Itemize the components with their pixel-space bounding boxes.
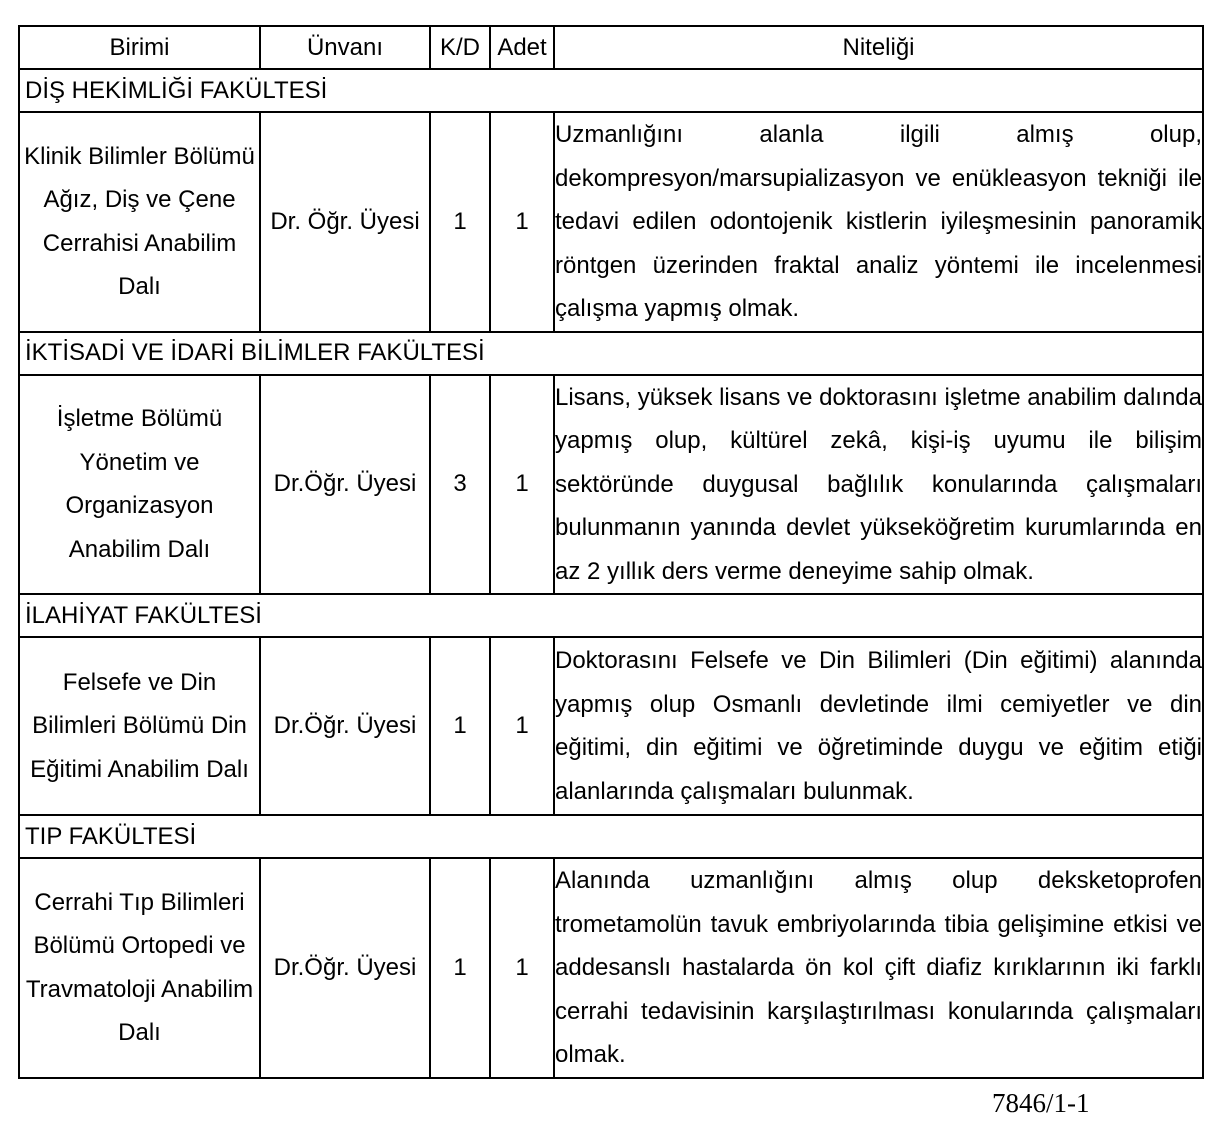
qualification-cell: Lisans, yüksek lisans ve doktorasını işletme anabilim dalında yapmış olup, kültürel zekâ, kişi-iş uyumu ile bilişim sektöründe duygusal bağlılık konularında çalışmaları bulunmanın yanında devlet yükseköğretim kurumlarında en az 2 yıllık ders verme deneyime sahip olmak. xyxy=(554,375,1203,595)
count-cell: 1 xyxy=(490,112,554,332)
header-kd: K/D xyxy=(430,26,490,69)
kd-cell: 1 xyxy=(430,112,490,332)
table-row xyxy=(19,112,1203,332)
header-qualification: Niteliği xyxy=(554,26,1203,69)
kd-cell: 1 xyxy=(430,858,490,1078)
faculty-name: İLAHİYAT FAKÜLTESİ xyxy=(19,594,1203,637)
faculty-row xyxy=(19,69,1203,112)
table-row xyxy=(19,637,1203,815)
title-cell: Dr.Öğr. Üyesi xyxy=(260,637,430,815)
qualification-cell: Alanında uzmanlığını almış olup deksketoprofen trometamolün tavuk embriyolarında tibia gelişimine etkisi ve addesanslı hastalarda ön kol çift diafiz kırıklarının iki farklı cerrahi tedavisinin karşılaştırılması konularında çalışmaları olmak. xyxy=(554,858,1203,1078)
header-count: Adet xyxy=(490,26,554,69)
unit-cell: Cerrahi Tıp Bilimleri Bölümü Ortopedi ve Travmatoloji Anabilim Dalı xyxy=(19,858,260,1078)
count-cell: 1 xyxy=(490,858,554,1078)
table-row xyxy=(19,375,1203,595)
unit-cell: İşletme Bölümü Yönetim ve Organizasyon Anabilim Dalı xyxy=(19,375,260,595)
unit-cell: Felsefe ve Din Bilimleri Bölümü Din Eğitimi Anabilim Dalı xyxy=(19,637,260,815)
faculty-row xyxy=(19,332,1203,375)
positions-table xyxy=(18,25,1204,1079)
title-cell: Dr.Öğr. Üyesi xyxy=(260,375,430,595)
unit-cell: Klinik Bilimler Bölümü Ağız, Diş ve Çene Cerrahisi Anabilim Dalı xyxy=(19,112,260,332)
count-cell: 1 xyxy=(490,375,554,595)
qualification-cell: Doktorasını Felsefe ve Din Bilimleri (Din eğitimi) alanında yapmış olup Osmanlı devletinde ilmi cemiyetler ve din eğitimi, din eğitimi ve öğretiminde duygu ve eğitim etiği alanlarında çalışmaları bulunmak. xyxy=(554,637,1203,815)
qualification-cell: Uzmanlığını alanla ilgili almış olup, dekompresyon/marsupializasyon ve enükleasyon tekniği ile tedavi edilen odontojenik kistlerin iyileşmesinin panoramik röntgen üzerinden fraktal analiz yöntemi ile incelenmesi çalışma yapmış olmak. xyxy=(554,112,1203,332)
kd-cell: 1 xyxy=(430,637,490,815)
header-row xyxy=(19,26,1203,69)
header-unit: Birimi xyxy=(19,26,260,69)
faculty-name: DİŞ HEKİMLİĞİ FAKÜLTESİ xyxy=(19,69,1203,112)
faculty-row xyxy=(19,594,1203,637)
kd-cell: 3 xyxy=(430,375,490,595)
faculty-name: TIP FAKÜLTESİ xyxy=(19,815,1203,858)
table-row xyxy=(19,858,1203,1078)
title-cell: Dr.Öğr. Üyesi xyxy=(260,858,430,1078)
document-number: 7846/1-1 xyxy=(992,1088,1090,1118)
count-cell: 1 xyxy=(490,637,554,815)
header-title: Ünvanı xyxy=(260,26,430,69)
title-cell: Dr. Öğr. Üyesi xyxy=(260,112,430,332)
faculty-row xyxy=(19,815,1203,858)
faculty-name: İKTİSADİ VE İDARİ BİLİMLER FAKÜLTESİ xyxy=(19,332,1203,375)
